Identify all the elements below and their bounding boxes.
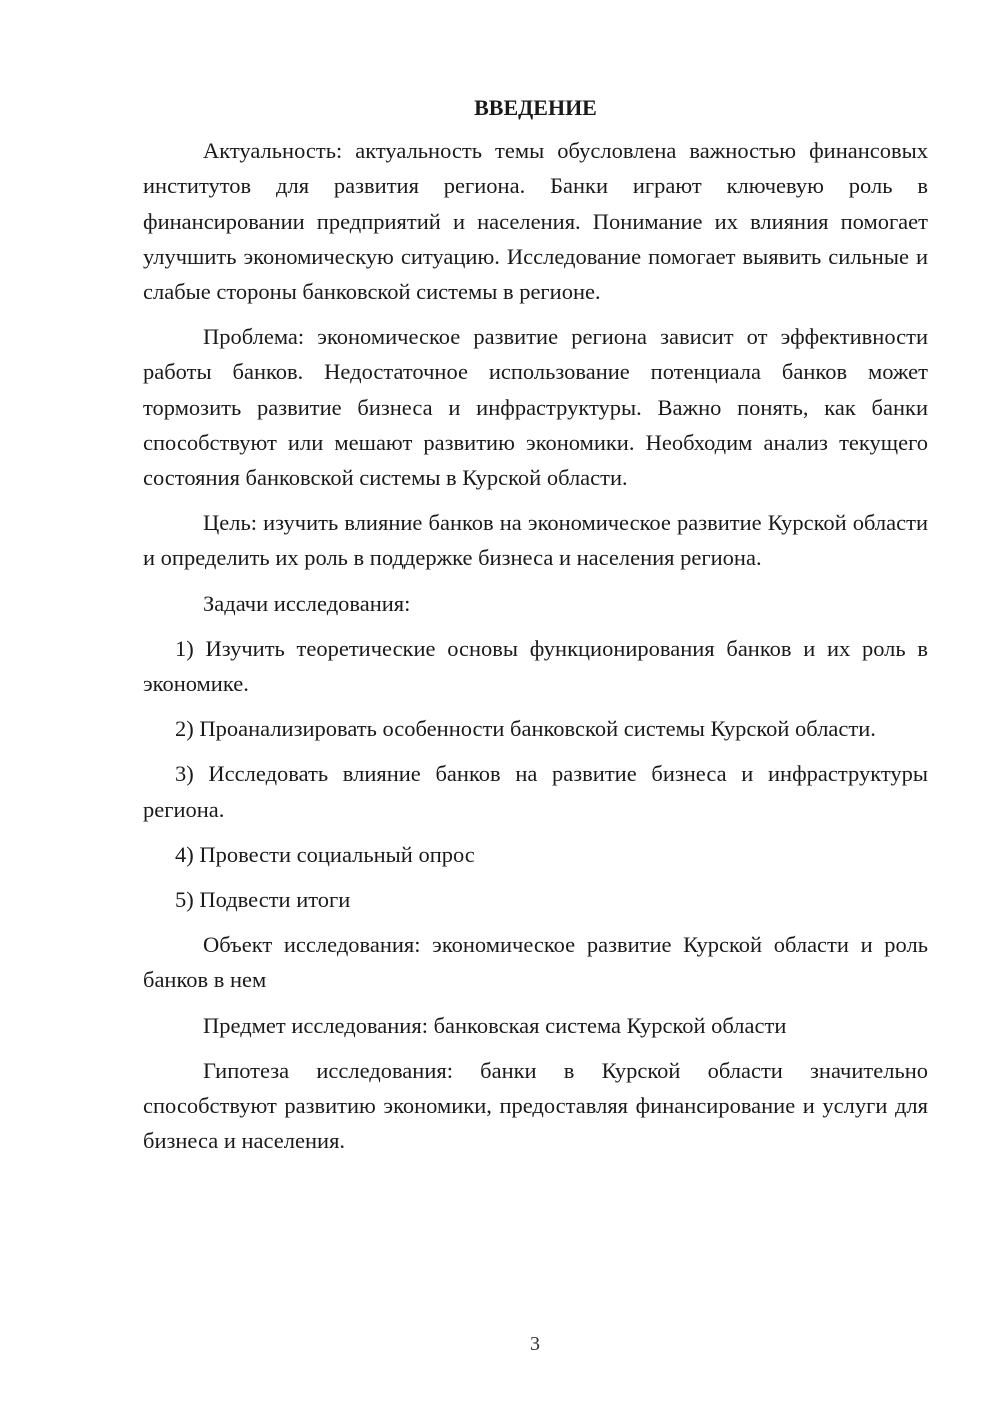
list-item: 3) Исследовать влияние банков на развитие бизнеса и инфраструктуры региона. — [143, 761, 928, 822]
paragraph-object: Объект исследования: экономическое развитие Курской области и роль банков в нем — [143, 932, 928, 993]
document-page — [143, 90, 928, 1168]
list-item: 2) Проанализировать особенности банковской системы Курской области. — [175, 716, 876, 742]
paragraph-problem: Проблема: экономическое развитие региона зависит от эффективности работы банков. Недостаточное использование потенциала банков может тормозить развитие бизнеса и инфраструктуры. Важно понять, как банки способствуют или мешают развитию экономики. Необходим анализ текущего состояния банковской системы в Курской области. — [143, 324, 928, 491]
paragraph-subject: Предмет исследования: банковская система Курской области — [203, 1012, 787, 1038]
paragraph-hypothesis: Гипотеза исследования: банки в Курской области значительно способствуют развитию экономики, предоставляя финансирование и услуги для бизнеса и населения. — [143, 1057, 928, 1154]
list-item: 4) Провести социальный опрос — [175, 841, 475, 867]
list-item: 5) Подвести итоги — [175, 887, 351, 913]
page-number: 3 — [530, 1333, 540, 1355]
paragraph-goal: Цель: изучить влияние банков на экономическое развитие Курской области и определить их роль в поддержке бизнеса и населения региона. — [143, 510, 928, 571]
page-title: ВВЕДЕНИЕ — [474, 95, 597, 120]
tasks-heading: Задачи исследования: — [203, 590, 411, 616]
list-item: 1) Изучить теоретические основы функционирования банков и их роль в экономике. — [143, 635, 928, 697]
paragraph-relevance: Актуальность: актуальность темы обусловлена важностью финансовых институтов для развития региона. Банки играют ключевую роль в финансировании предприятий и населения. Понимание их влияния помогает улучшить экономическую ситуацию. Исследование помогает выявить сильные и слабые стороны банковской системы в регионе. — [143, 138, 928, 305]
